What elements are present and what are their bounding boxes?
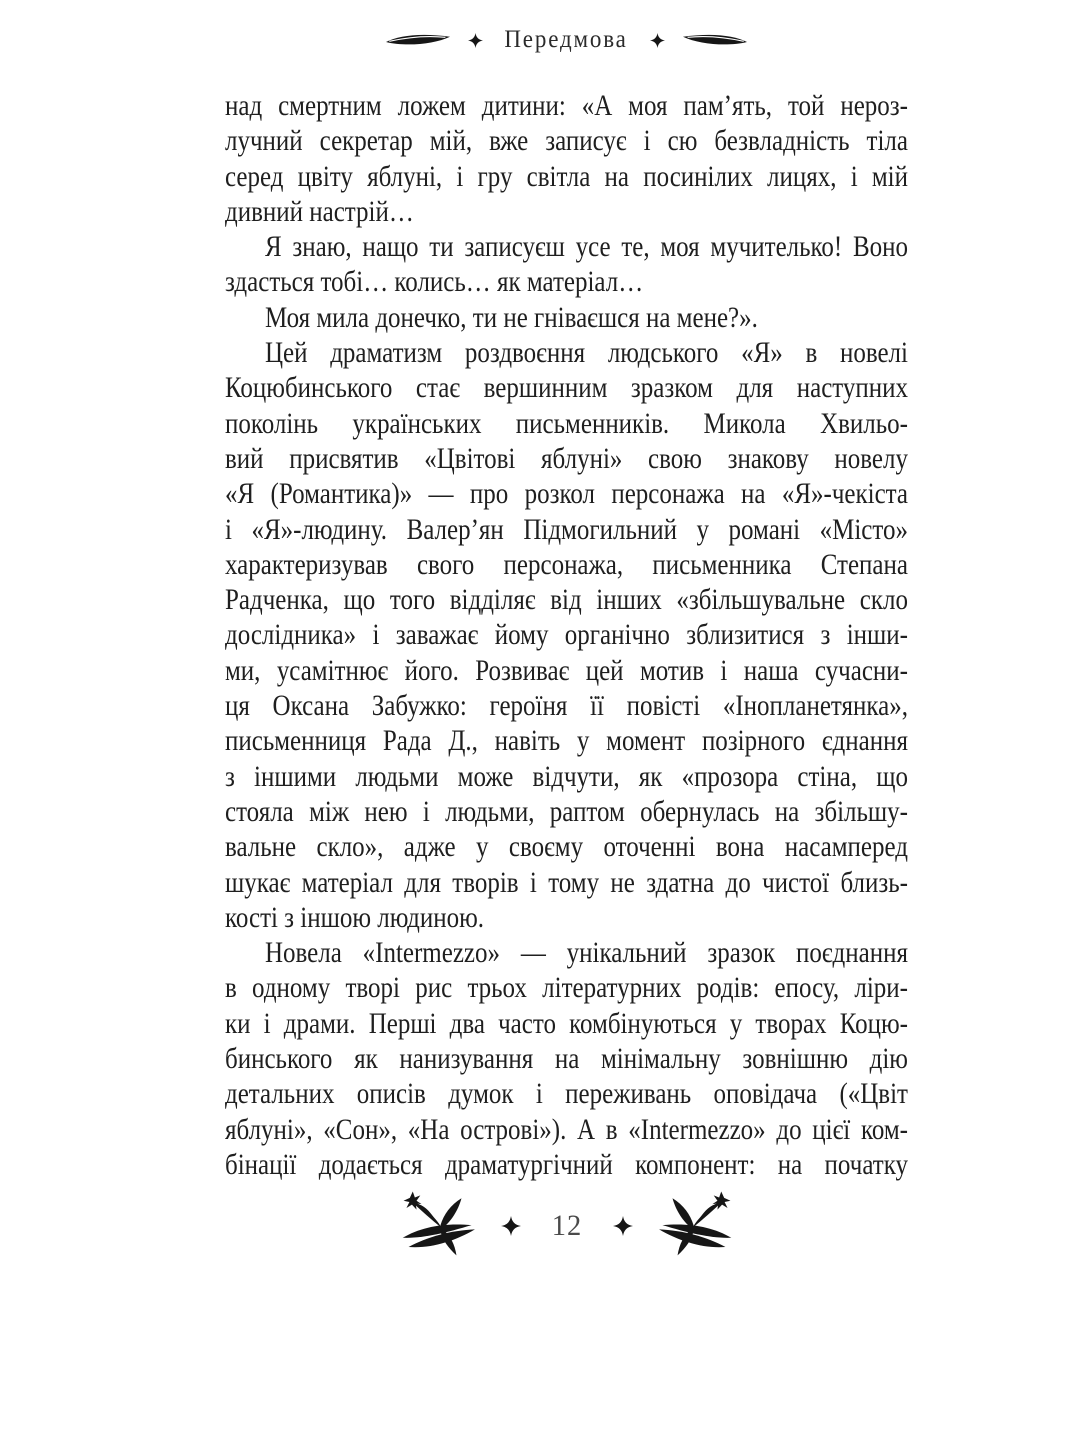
text-line: яблуні», «Сон», «На острові»). А в «Intermezzo» до цієї ком- xyxy=(225,1112,908,1146)
text-line: лучний секретар мій, вже записує і сю безвладність тіла xyxy=(225,124,908,158)
chapter-title: Передмова xyxy=(504,26,629,53)
leaf-ornament-right-icon xyxy=(681,31,747,49)
diamond-star-icon xyxy=(613,1216,633,1236)
text-line: кості з іншою людиною. xyxy=(225,900,485,934)
text-line: серед цвіту яблуні, і гру світла на посинілих лицях, і мій xyxy=(225,159,908,193)
text-line: Цей драматизм роздвоєння людського «Я» в новелі xyxy=(264,336,908,370)
running-header xyxy=(225,20,908,60)
body-text xyxy=(225,88,908,1182)
text-line: поколінь українських письменників. Микола Хвильо- xyxy=(225,406,908,440)
text-line: ця Оксана Забужко: героїня її повісті «Інопланетянка», xyxy=(225,689,908,723)
text-line: «Я (Романтика)» — про розкол персонажа на «Я»-чекіста xyxy=(225,477,908,511)
diamond-star-icon xyxy=(501,1216,521,1236)
text-line: над смертним ложем дитини: «А моя пам’ять, той нероз- xyxy=(225,89,908,122)
text-line: здасться тобі… колись… як матеріал… xyxy=(225,265,644,299)
text-line: ми, усамітнює його. Розвиває цей мотив і наша сучасни- xyxy=(225,653,908,687)
text-line: стояла між нею і людьми, раптом обернулась на збільшу- xyxy=(225,794,908,828)
text-line: вальне скло», адже у своєму оточенні вона насамперед xyxy=(225,830,908,864)
text-line: дивний настрій… xyxy=(225,194,414,228)
page-footer xyxy=(225,1183,908,1269)
text-line: шукає матеріал для творів і тому не здатна до чистої близь- xyxy=(225,865,908,899)
text-line: письменниця Рада Д., навіть у момент позірного єднання xyxy=(225,724,908,758)
text-line: з іншими людьми може відчути, як «прозора стіна, що xyxy=(225,759,908,793)
text-line: і «Я»-людину. Валер’ян Підмогильний у романі «Місто» xyxy=(225,512,908,546)
diamond-star-icon xyxy=(650,33,665,48)
text-line: дослідника» і заважає йому органічно зблизитися з інши- xyxy=(225,618,908,652)
text-line: вий присвятив «Цвітові яблуні» свою знакову новелу xyxy=(225,441,908,475)
text-line: Я знаю, нащо ти записуєш усе те, моя мучителько! Воно xyxy=(264,230,908,264)
text-line: бинського як нанизування на мінімальну зовнішню дію xyxy=(225,1042,908,1076)
page-number: 12 xyxy=(551,1209,582,1242)
text-line: в одному творі рис трьох літературних родів: епосу, ліри- xyxy=(225,971,908,1005)
leaf-ornament-left-icon xyxy=(386,31,452,49)
text-line: Моя мила донечко, ти не гніваєшся на мене?». xyxy=(264,300,758,334)
diamond-star-icon xyxy=(468,33,483,48)
text-line: Радченка, що того відділяє від інших «збільшувальне скло xyxy=(225,583,908,617)
text-line: Новела «Intermezzo» — унікальний зразок поєднання xyxy=(264,936,908,970)
text-line: ки і драми. Перші два часто комбінуються у творах Коцю- xyxy=(225,1006,908,1040)
text-line: детальних описів думок і переживань оповідача («Цвіт xyxy=(225,1077,908,1111)
text-line: бінації додається драматургічний компонент: на початку xyxy=(225,1147,908,1181)
bouquet-ornament-left-icon xyxy=(401,1187,485,1265)
text-line: Коцюбинського стає вершинним зразком для наступних xyxy=(225,371,908,405)
bouquet-ornament-right-icon xyxy=(649,1187,733,1265)
text-line: характеризував свого персонажа, письменника Степана xyxy=(225,547,908,581)
